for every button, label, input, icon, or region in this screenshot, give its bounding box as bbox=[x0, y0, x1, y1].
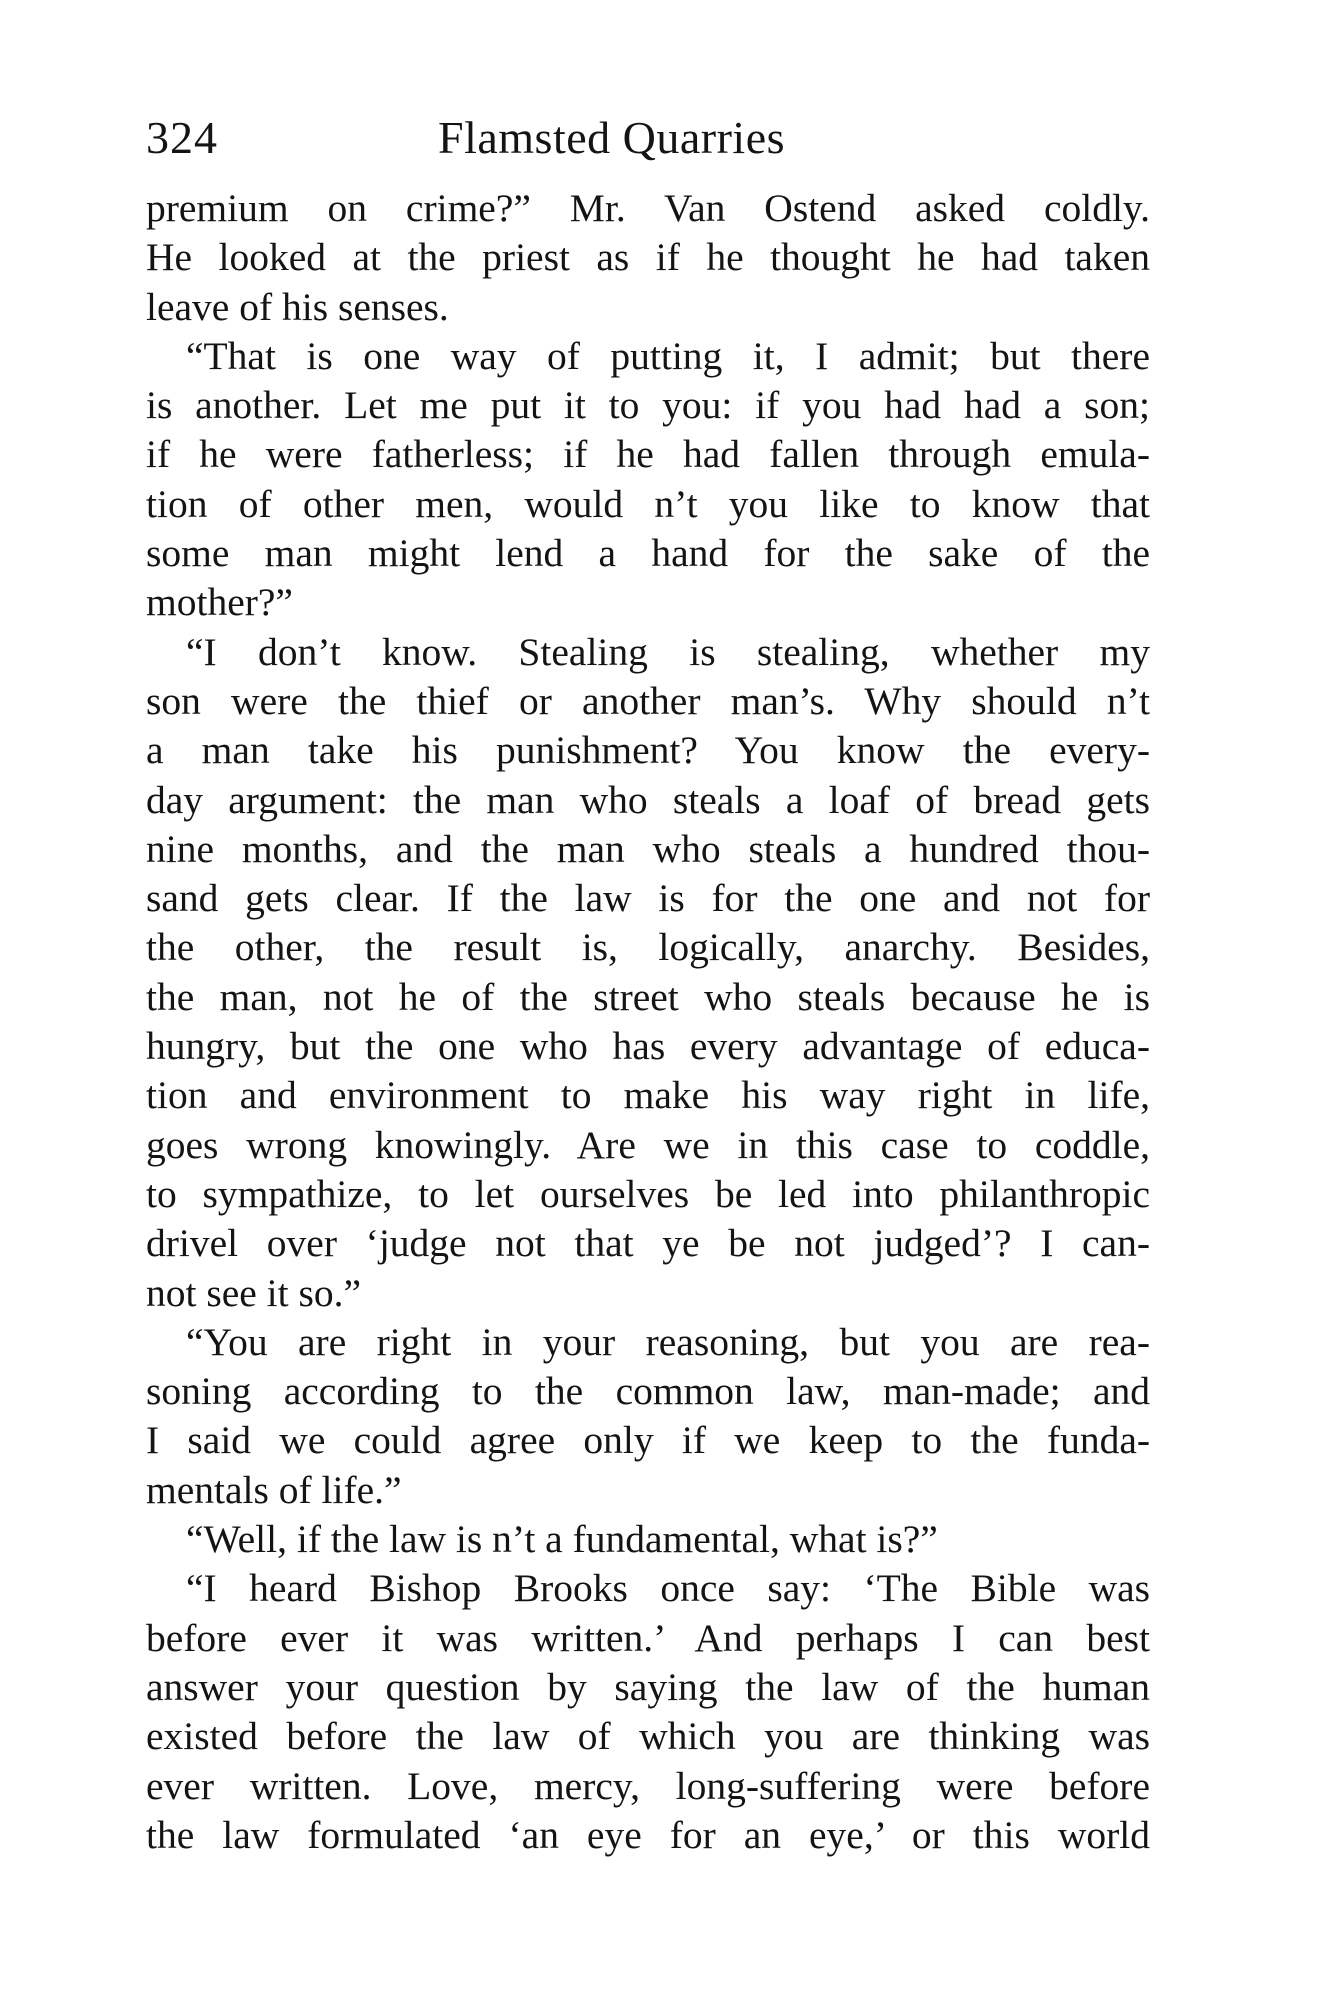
text-line: mother?” bbox=[146, 580, 293, 625]
text-line: He looked at the priest as if he thought he had taken bbox=[146, 235, 1150, 280]
text-line: “Well, if the law is n’t a fundamental, what is?” bbox=[186, 1517, 938, 1562]
text-line: sand gets clear. If the law is for the one and not for bbox=[146, 876, 1150, 921]
text-line: tion and environment to make his way right in life, bbox=[146, 1073, 1150, 1118]
text-line: a man take his punishment? You know the every- bbox=[146, 728, 1150, 773]
text-line: goes wrong knowingly. Are we in this case to coddle, bbox=[146, 1122, 1150, 1167]
text-line: the other, the result is, logically, anarchy. Besides, bbox=[146, 925, 1150, 970]
text-line: before ever it was written.’ And perhaps I can best bbox=[146, 1615, 1150, 1660]
text-line: “You are right in your reasoning, but you are rea- bbox=[186, 1319, 1150, 1364]
text-line: ever written. Love, mercy, long-suffering were before bbox=[146, 1763, 1150, 1808]
text-line: day argument: the man who steals a loaf of bread gets bbox=[146, 777, 1150, 822]
text-line: mentals of life.” bbox=[146, 1467, 402, 1512]
page-number: 324 bbox=[146, 112, 218, 163]
text-line: hungry, but the one who has every advantage of educa- bbox=[146, 1024, 1150, 1069]
text-line: drivel over ‘judge not that ye be not judged’? I can- bbox=[146, 1221, 1150, 1266]
text-line: not see it so.” bbox=[146, 1270, 362, 1315]
running-head bbox=[146, 108, 1150, 184]
text-line: “That is one way of putting it, I admit; but there bbox=[186, 333, 1150, 378]
text-line: some man might lend a hand for the sake of the bbox=[146, 531, 1150, 576]
text-line: “I heard Bishop Brooks once say: ‘The Bible was bbox=[186, 1566, 1150, 1611]
book-title: Flamsted Quarries bbox=[438, 112, 786, 163]
text-line: answer your question by saying the law of the human bbox=[146, 1664, 1150, 1709]
text-line: nine months, and the man who steals a hundred thou- bbox=[146, 826, 1150, 871]
text-line: the law formulated ‘an eye for an eye,’ or this world bbox=[146, 1812, 1150, 1857]
text-line: if he were fatherless; if he had fallen through emula- bbox=[146, 432, 1150, 477]
text-line: is another. Let me put it to you: if you had had a son; bbox=[146, 383, 1150, 428]
text-line: to sympathize, to let ourselves be led into philanthropic bbox=[146, 1171, 1150, 1216]
text-line: I said we could agree only if we keep to the funda- bbox=[146, 1418, 1150, 1463]
text-line: leave of his senses. bbox=[146, 284, 449, 329]
body-text bbox=[146, 184, 1150, 1860]
text-line: soning according to the common law, man-made; and bbox=[146, 1369, 1150, 1414]
text-line: “I don’t know. Stealing is stealing, whether my bbox=[186, 629, 1150, 674]
book-page bbox=[146, 108, 1150, 1860]
text-line: existed before the law of which you are thinking was bbox=[146, 1714, 1150, 1759]
text-line: son were the thief or another man’s. Why should n’t bbox=[146, 678, 1150, 723]
text-line: tion of other men, would n’t you like to know that bbox=[146, 481, 1150, 526]
text-line: the man, not he of the street who steals because he is bbox=[146, 974, 1150, 1019]
text-line: premium on crime?” Mr. Van Ostend asked coldly. bbox=[146, 186, 1150, 230]
